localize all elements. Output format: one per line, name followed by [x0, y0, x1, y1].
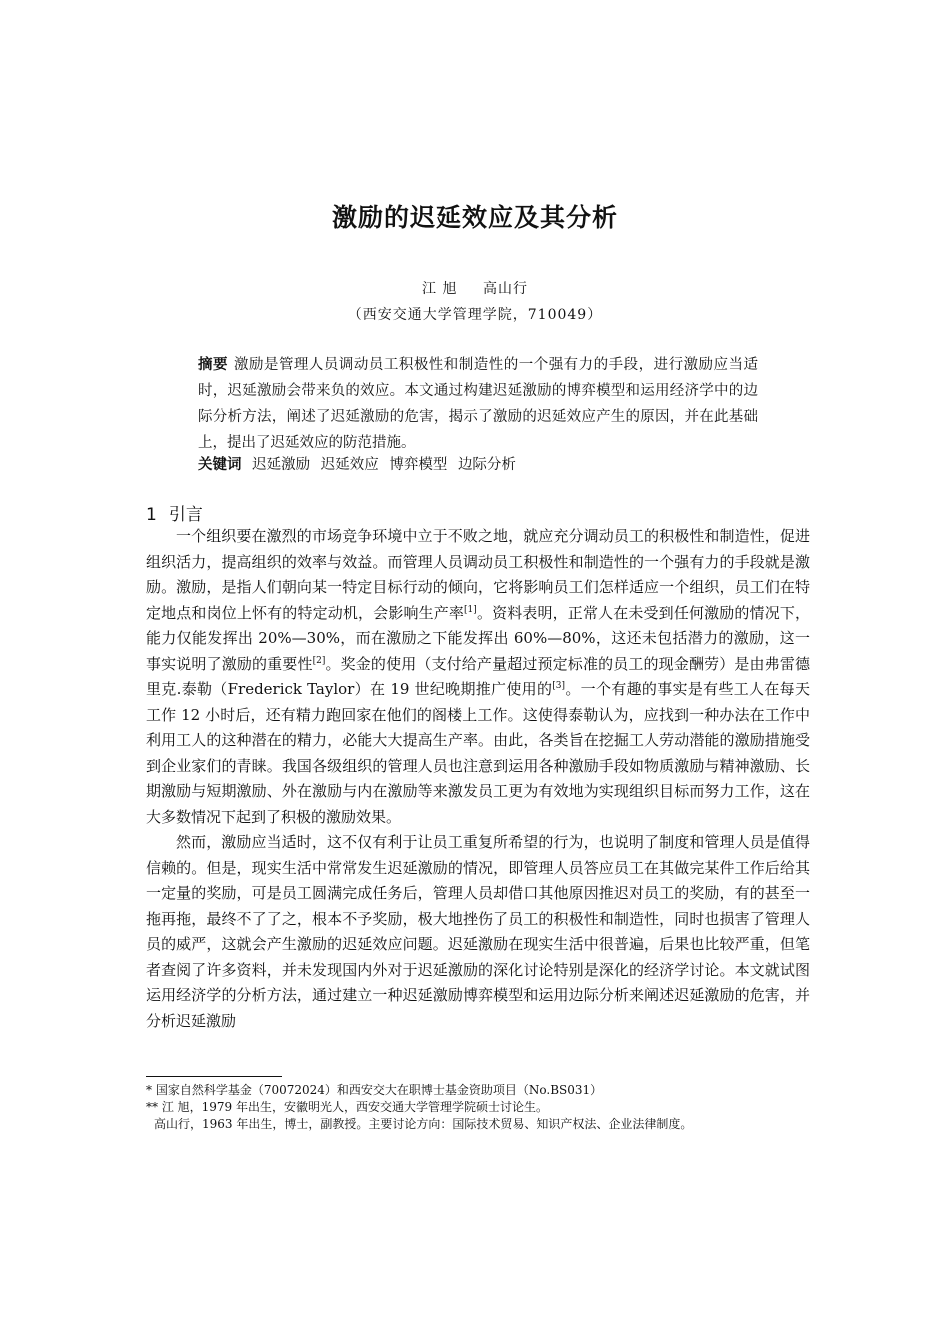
- footnote-divider: [146, 1076, 282, 1077]
- keyword: 边际分析: [457, 457, 516, 473]
- paragraph: [146, 524, 810, 830]
- paragraph-text: 一个组织要在激烈的市场竞争环境中立于不败之地，就应充分调动员工的积极性和制造性，促进组织活力，提高组织的效率与效益。而管理人员调动员工积极性和制造性的一个强有力的手段就是激励。激励，是指人们朝向某一特定目标行动的倾向，它将影响员工们怎样适应一个组织，员工们在特定地点和岗位上怀有的特定动机，会影响生产率: [146, 527, 810, 622]
- footnote: 高山行，1963 年出生，博士，副教授。主要讨论方向：国际技术贸易、知识产权法、企业法律制度。: [154, 1117, 693, 1131]
- section-heading: [146, 500, 203, 525]
- keyword: 迟延效应: [320, 457, 379, 473]
- body-text: [146, 524, 810, 1034]
- keyword: 博弈模型: [389, 457, 448, 473]
- keywords-block: [198, 452, 758, 478]
- footnote: * 国家自然科学基金（70072024）和西安交大在职博士基金资助项目（No.BS031）: [146, 1083, 603, 1097]
- author-line: [0, 278, 950, 298]
- citation: [2]: [312, 655, 326, 666]
- paragraph-text: 。奖金的使用（支付给产量超过预定标准的员工的现金酬劳）是由弗雷德里克.泰勒（Frederick Taylor）在 19 世纪晚期推广使用的: [146, 654, 810, 698]
- paragraph-text: 。资料表明，正常人在未受到任何激励的情况下，能力仅能发挥出 20%—30%，而在激励之下能发挥出 60%—80%，这还未包括潜力的激励，这一事实说明了激励的重要性: [146, 603, 810, 673]
- section-number: 1: [146, 505, 157, 525]
- abstract-block: [198, 352, 758, 456]
- paragraph-text: 。一个有趣的事实是有些工人在每天工作 12 小时后，还有精力跑回家在他们的阁楼上工作。这使得泰勒认为，应找到一种办法在工作中利用工人的这种潜在的精力，必能大大提高生产率。由此，各类旨在挖掘工人劳动潜能的激励措施受到企业家们的青睐。我国各级组织的管理人员也注意到运用各种激励手段如物质激励与精神激励、长期激励与短期激励、外在激励与内在激励等来激发员工更为有效地为实现组织目标而努力工作，这在大多数情况下起到了积极的激励效果。: [146, 680, 810, 826]
- paragraph: 然而，激励应当适时，这不仅有利于让员工重复所希望的行为，也说明了制度和管理人员是值得信赖的。但是，现实生活中常常发生迟延激励的情况，即管理人员答应员工在其做完某件工作后给其一定量的奖励，可是员工圆满完成任务后，管理人员却借口其他原因推迟对员工的奖励，有的甚至一拖再拖，最终不了了之，根本不予奖励，极大地挫伤了员工的积极性和制造性，同时也损害了管理人员的威严，这就会产生激励的迟延效应问题。迟延激励在现实生活中很普遍，后果也比较严重，但笔者查阅了许多资料，并未发现国内外对于迟延激励的深化讨论特别是深化的经济学讨论。本文就试图运用经济学的分析方法，通过建立一种迟延激励博弈模型和运用边际分析来阐述迟延激励的危害，并分析迟延激励: [146, 833, 810, 1030]
- citation: [1]: [464, 604, 477, 615]
- footnotes: [146, 1082, 826, 1133]
- abstract-text: 激励是管理人员调动员工积极性和制造性的一个强有力的手段，进行激励应当适时，迟延激励会带来负的效应。本文通过构建迟延激励的博弈模型和运用经济学中的边际分析方法，阐述了迟延激励的危害，揭示了激励的迟延效应产生的原因，并在此基础上，提出了迟延效应的防范措施。: [198, 357, 759, 451]
- citation: [3]: [552, 681, 566, 691]
- section-title: 引言: [168, 505, 203, 525]
- keywords-label: 关键词: [198, 457, 242, 473]
- paper-title: 激励的迟延效应及其分析: [331, 203, 618, 232]
- affiliation: （西安交通大学管理学院，710049）: [347, 307, 603, 323]
- author-name: 高山行: [482, 281, 528, 297]
- abstract-label: 摘要: [198, 357, 228, 373]
- footnote: ** 江 旭，1979 年出生，安徽明光人，西安交通大学管理学院硕士讨论生。: [146, 1100, 548, 1114]
- author-name: 江 旭: [422, 281, 458, 297]
- keyword: 迟延激励: [252, 457, 311, 473]
